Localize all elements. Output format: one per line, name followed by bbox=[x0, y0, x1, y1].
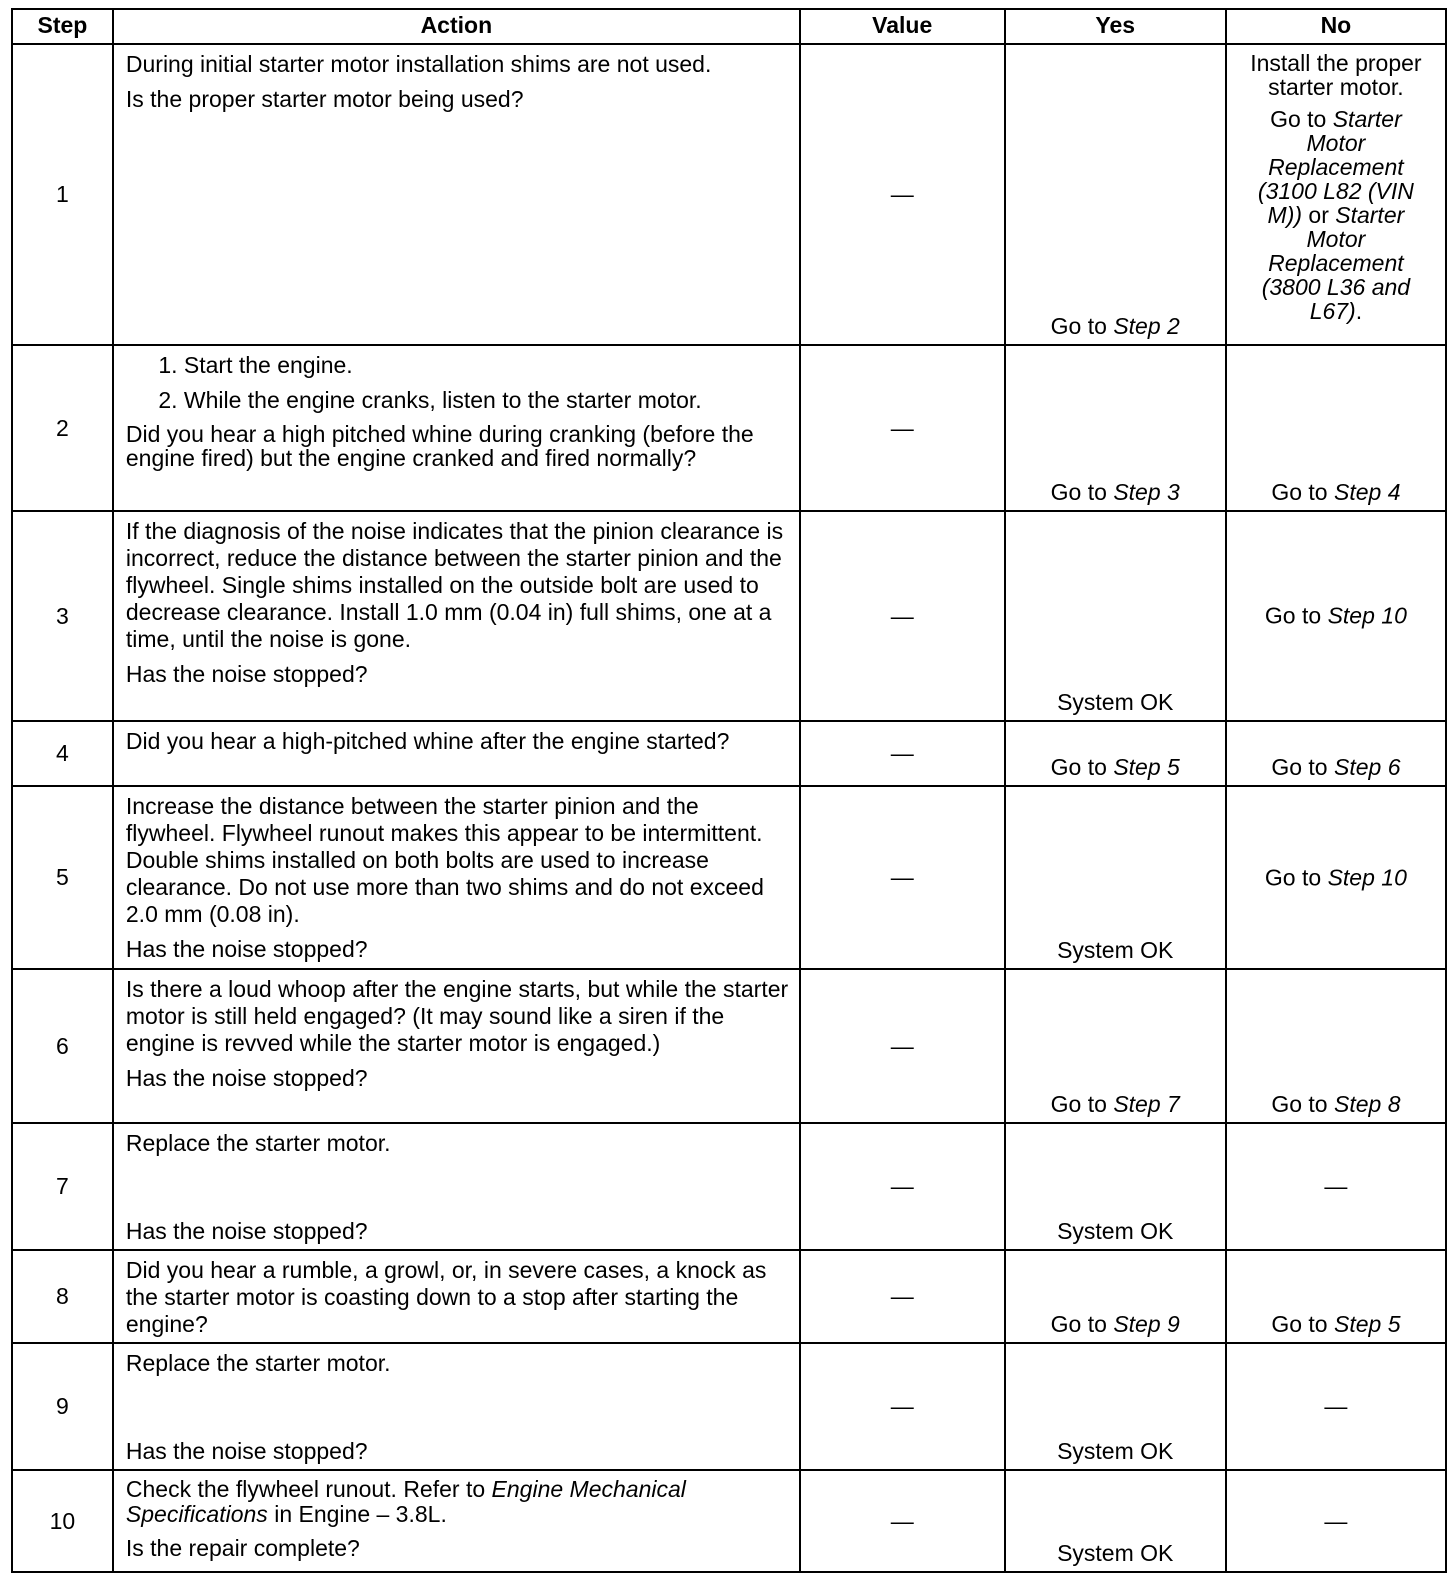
step-number: 3 bbox=[12, 511, 113, 721]
no-goto-prefix: Go to bbox=[1264, 864, 1328, 890]
table-row bbox=[12, 969, 1446, 1123]
no-period: . bbox=[1355, 298, 1363, 324]
action-text: Replace the starter motor. bbox=[125, 1350, 391, 1376]
action-list-item: 2. While the engine cranks, listen to the starter motor. bbox=[184, 387, 789, 414]
yes-cell bbox=[1005, 1250, 1226, 1343]
yes-result: System OK bbox=[1057, 937, 1174, 963]
header-value: Value bbox=[800, 9, 1005, 44]
table-row bbox=[12, 345, 1446, 511]
no-goto-prefix: Go to bbox=[1271, 1311, 1334, 1337]
value-cell: — bbox=[800, 44, 1005, 345]
step-number: 4 bbox=[12, 721, 113, 786]
action-suffix: in Engine – 3.8L. bbox=[267, 1501, 447, 1527]
no-cell bbox=[1226, 1250, 1446, 1343]
action-question: Has the noise stopped? bbox=[125, 1438, 368, 1464]
no-or-text: or bbox=[1302, 202, 1336, 228]
yes-step-link[interactable]: Step 7 bbox=[1113, 1091, 1180, 1117]
yes-step-link[interactable]: Step 3 bbox=[1113, 479, 1180, 505]
yes-cell bbox=[1005, 345, 1226, 511]
action-question: Has the noise stopped? bbox=[125, 1218, 368, 1244]
yes-cell bbox=[1005, 1123, 1226, 1250]
no-cell bbox=[1226, 44, 1446, 345]
no-step-link[interactable]: Step 5 bbox=[1333, 1311, 1401, 1337]
action-question: Is the repair complete? bbox=[125, 1535, 360, 1561]
action-question: Has the noise stopped? bbox=[125, 936, 368, 962]
action-cell bbox=[113, 721, 800, 786]
yes-result: System OK bbox=[1057, 689, 1174, 715]
table-row bbox=[12, 1123, 1446, 1250]
action-text: Increase the distance between the starter pinion and the flywheel. Flywheel runout makes this appear to be intermittent. Double shims installed on both bolts are used to increase clearance. Do not use more than two shims and do not exceed 2.0 mm (0.08 in). bbox=[125, 793, 764, 927]
value-cell: — bbox=[800, 721, 1005, 786]
yes-result: System OK bbox=[1057, 1438, 1174, 1464]
value-cell: — bbox=[800, 1343, 1005, 1470]
table-row bbox=[12, 721, 1446, 786]
no-step-link[interactable]: Step 8 bbox=[1333, 1091, 1401, 1117]
no-instruction: Install the proper starter motor. bbox=[1250, 50, 1422, 100]
yes-goto-prefix: Go to bbox=[1050, 479, 1114, 505]
yes-goto-prefix: Go to bbox=[1050, 313, 1114, 339]
value-cell: — bbox=[800, 345, 1005, 511]
no-cell bbox=[1226, 969, 1446, 1123]
header-no: No bbox=[1226, 9, 1446, 44]
no-cell bbox=[1226, 786, 1446, 969]
action-cell bbox=[113, 1343, 800, 1470]
no-goto-prefix: Go to bbox=[1271, 479, 1334, 505]
yes-cell bbox=[1005, 1343, 1226, 1470]
yes-cell bbox=[1005, 44, 1226, 345]
action-cell bbox=[113, 345, 800, 511]
action-cell bbox=[113, 1470, 800, 1572]
step-number: 10 bbox=[12, 1470, 113, 1572]
table-row bbox=[12, 44, 1446, 345]
step-number: 1 bbox=[12, 44, 113, 345]
yes-step-link[interactable]: Step 9 bbox=[1113, 1311, 1180, 1337]
action-question: Did you hear a high pitched whine during cranking (before the engine fired) but the engine cranked and fired normally? bbox=[125, 421, 754, 471]
no-cell bbox=[1226, 345, 1446, 511]
header-yes: Yes bbox=[1005, 9, 1226, 44]
yes-goto-prefix: Go to bbox=[1050, 1091, 1114, 1117]
yes-cell bbox=[1005, 511, 1226, 721]
value-cell: — bbox=[800, 511, 1005, 721]
action-question: Has the noise stopped? bbox=[125, 1065, 368, 1091]
yes-cell bbox=[1005, 786, 1226, 969]
action-question: Has the noise stopped? bbox=[125, 661, 368, 687]
value-cell: — bbox=[800, 1123, 1005, 1250]
no-goto-prefix: Go to bbox=[1264, 602, 1328, 629]
no-cell bbox=[1226, 721, 1446, 786]
step-number: 9 bbox=[12, 1343, 113, 1470]
action-text: During initial starter motor installation shims are not used. bbox=[125, 51, 712, 77]
action-cell bbox=[113, 786, 800, 969]
yes-step-link[interactable]: Step 5 bbox=[1113, 754, 1180, 780]
value-cell: — bbox=[800, 1470, 1005, 1572]
header-row bbox=[12, 9, 1446, 44]
no-cell bbox=[1226, 511, 1446, 721]
table-row bbox=[12, 1470, 1446, 1572]
no-cell: — bbox=[1226, 1123, 1446, 1250]
action-cell bbox=[113, 1123, 800, 1250]
table-row bbox=[12, 1250, 1446, 1343]
action-text bbox=[126, 1477, 789, 1527]
yes-goto-prefix: Go to bbox=[1050, 1311, 1114, 1337]
action-steps-list bbox=[126, 352, 789, 414]
step-number: 5 bbox=[12, 786, 113, 969]
no-step-link[interactable]: Step 6 bbox=[1333, 754, 1401, 780]
no-step-link[interactable]: Step 10 bbox=[1327, 602, 1407, 629]
no-step-link[interactable]: Step 4 bbox=[1333, 479, 1401, 505]
engine-mechanical-specifications-link[interactable]: Engine Mechanical Specifications bbox=[125, 1476, 686, 1527]
value-cell: — bbox=[800, 969, 1005, 1123]
step-number: 7 bbox=[12, 1123, 113, 1250]
table-row bbox=[12, 1343, 1446, 1470]
action-question: Did you hear a high-pitched whine after the engine started? bbox=[125, 728, 730, 754]
action-text: Replace the starter motor. bbox=[125, 1130, 391, 1156]
action-cell bbox=[113, 44, 800, 345]
table-row bbox=[12, 511, 1446, 721]
table-row bbox=[12, 786, 1446, 969]
step-number: 8 bbox=[12, 1250, 113, 1343]
no-link-replacement-3100[interactable]: Starter Motor Replacement (3100 L82 (VIN M)) bbox=[1257, 106, 1414, 228]
header-step: Step bbox=[12, 9, 113, 44]
no-link-replacement-3800[interactable]: Starter Motor Replacement (3800 L36 and L67) bbox=[1261, 202, 1411, 324]
yes-result: System OK bbox=[1057, 1540, 1174, 1566]
yes-step-link[interactable]: Step 2 bbox=[1113, 313, 1180, 339]
action-text: If the diagnosis of the noise indicates that the pinion clearance is incorrect, reduce the distance between the starter pinion and the flywheel. Single shims installed on the outside bolt are used to decrease clearance. Install 1.0 mm (0.04 in) full shims, one at a time, until the noise is gone. bbox=[125, 518, 784, 652]
yes-cell bbox=[1005, 1470, 1226, 1572]
action-question: Is the proper starter motor being used? bbox=[125, 86, 524, 112]
no-step-link[interactable]: Step 10 bbox=[1327, 864, 1407, 890]
header-action: Action bbox=[113, 9, 800, 44]
action-list-item: 1. Start the engine. bbox=[184, 352, 789, 379]
no-goto-prefix: Go to bbox=[1271, 754, 1334, 780]
action-cell bbox=[113, 1250, 800, 1343]
step-number: 2 bbox=[12, 345, 113, 511]
no-goto-prefix: Go to bbox=[1270, 106, 1333, 132]
action-text: Is there a loud whoop after the engine starts, but while the starter motor is still held engaged? (It may sound like a siren if the engine is revved while the starter motor is engaged.) bbox=[125, 976, 789, 1056]
diagnostic-table bbox=[11, 8, 1447, 1573]
yes-result: System OK bbox=[1057, 1218, 1174, 1244]
yes-cell bbox=[1005, 721, 1226, 786]
no-cell: — bbox=[1226, 1343, 1446, 1470]
step-number: 6 bbox=[12, 969, 113, 1123]
yes-goto-prefix: Go to bbox=[1050, 754, 1114, 780]
action-prefix: Check the flywheel runout. Refer to bbox=[125, 1476, 492, 1502]
no-cell: — bbox=[1226, 1470, 1446, 1572]
action-cell bbox=[113, 511, 800, 721]
action-cell bbox=[113, 969, 800, 1123]
action-question: Did you hear a rumble, a growl, or, in severe cases, a knock as the starter motor is coasting down to a stop after starting the engine? bbox=[125, 1257, 767, 1337]
no-goto-prefix: Go to bbox=[1271, 1091, 1334, 1117]
value-cell: — bbox=[800, 1250, 1005, 1343]
yes-cell bbox=[1005, 969, 1226, 1123]
value-cell: — bbox=[800, 786, 1005, 969]
